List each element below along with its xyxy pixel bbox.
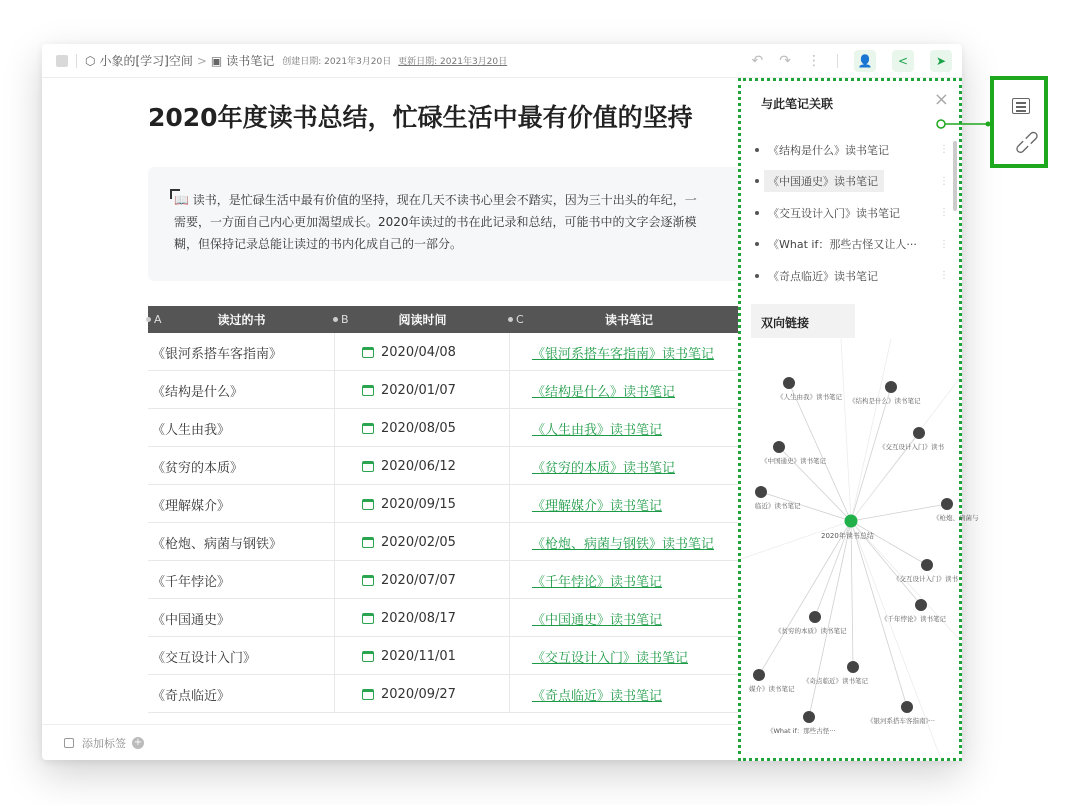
table-header <box>148 306 748 333</box>
table-row[interactable] <box>148 447 748 485</box>
undo-icon[interactable]: ↶ <box>751 53 764 69</box>
book-title: 《人生由我》 <box>152 422 231 438</box>
related-note-item[interactable] <box>751 166 951 198</box>
read-date: 2020/08/05 <box>381 420 456 436</box>
book-title: 《贫穷的本质》 <box>152 460 244 476</box>
cell-date[interactable] <box>335 409 510 447</box>
column-handle-icon[interactable] <box>146 317 151 322</box>
cell-note <box>510 485 748 523</box>
related-note-label: 《结构是什么》读书笔记 <box>768 143 889 157</box>
more-icon[interactable]: ⋮ <box>939 175 949 187</box>
cell-book[interactable] <box>148 371 335 409</box>
cell-note <box>510 637 748 675</box>
cell-note <box>510 333 748 371</box>
quote-block <box>148 167 748 281</box>
table-row[interactable] <box>148 675 748 713</box>
note-link[interactable]: 《中国通史》读书笔记 <box>532 612 663 628</box>
book-title: 《理解媒介》 <box>152 498 231 514</box>
updated-date[interactable]: 更新日期: 2021年3月20日 <box>398 57 508 67</box>
bullet-icon <box>755 242 759 246</box>
sidebar-icon-box <box>990 76 1048 168</box>
bullet-icon <box>755 274 759 278</box>
more-icon[interactable]: ⋮ <box>939 238 949 250</box>
tab-backlinks[interactable]: 双向链接 <box>751 304 855 338</box>
cube-icon: ⬡ <box>85 53 96 68</box>
graph-node-label: 媒介》读书笔记 <box>749 685 795 693</box>
column-letter: B <box>341 313 349 326</box>
add-tag-label[interactable]: 添加标签 <box>82 736 126 750</box>
note-link[interactable]: 《理解媒介》读书笔记 <box>532 498 663 514</box>
link-icon[interactable]: ⊂⊃ <box>1008 124 1046 161</box>
cell-date[interactable] <box>335 523 510 561</box>
date-info <box>282 54 507 67</box>
graph-edge <box>841 339 851 521</box>
cell-book[interactable] <box>148 523 335 561</box>
cell-date[interactable] <box>335 599 510 637</box>
book-title: 《奇点临近》 <box>152 688 231 704</box>
cell-note <box>510 523 748 561</box>
graph-node[interactable] <box>773 441 785 453</box>
more-icon[interactable]: ⋮ <box>939 207 949 219</box>
table-row[interactable] <box>148 333 748 371</box>
read-date: 2020/02/05 <box>381 534 456 550</box>
cell-book[interactable] <box>148 409 335 447</box>
top-bar <box>42 44 962 78</box>
cell-note <box>510 599 748 637</box>
sidebar-toggle-icon[interactable] <box>56 55 68 67</box>
book-title: 《结构是什么》 <box>152 384 244 400</box>
quote-corner-icon <box>170 189 180 199</box>
cell-book[interactable] <box>148 333 335 371</box>
cell-note <box>510 675 748 713</box>
read-date: 2020/04/08 <box>381 344 456 360</box>
table-row[interactable] <box>148 637 748 675</box>
graph-node[interactable] <box>913 427 925 439</box>
cell-date[interactable] <box>335 675 510 713</box>
read-date: 2020/07/07 <box>381 572 456 588</box>
graph-node-label: 临近》读书笔记 <box>755 502 801 510</box>
divider <box>76 54 77 68</box>
graph-node[interactable] <box>809 611 821 623</box>
cell-date[interactable] <box>335 333 510 371</box>
column-label: 读过的书 <box>217 313 266 327</box>
bullet-icon <box>755 148 759 152</box>
graph-node-label: 《贫穷的本质》读书笔记 <box>775 627 847 635</box>
note-link[interactable]: 《银河系搭车客指南》读书笔记 <box>532 346 715 362</box>
created-date: 创建日期: 2021年3月20日 <box>282 57 392 67</box>
read-date: 2020/06/12 <box>381 458 456 474</box>
graph-node[interactable] <box>803 711 815 723</box>
read-date: 2020/09/15 <box>381 496 456 512</box>
column-header-notes[interactable] <box>510 306 748 333</box>
more-icon[interactable]: ⋮ <box>807 53 821 69</box>
graph-edge <box>851 521 853 667</box>
toolbar-actions <box>752 44 952 78</box>
breadcrumb-separator: > <box>196 53 207 68</box>
calendar-icon <box>362 423 374 434</box>
column-handle-icon[interactable] <box>508 317 513 322</box>
graph-node-label: 《奇点临近》读书笔记 <box>803 677 868 685</box>
note-link[interactable]: 《结构是什么》读书笔记 <box>532 384 676 400</box>
add-tag-button[interactable]: + <box>133 736 143 748</box>
panel-title: 与此笔记关联 <box>761 97 834 111</box>
note-link[interactable]: 《千年悖论》读书笔记 <box>532 574 663 590</box>
table-body <box>148 333 748 713</box>
cell-book[interactable] <box>148 561 335 599</box>
calendar-icon <box>362 461 374 472</box>
graph-edge <box>741 521 851 559</box>
quote-line: 糊，但保持记录总能让读过的书内化成自己的一部分。 <box>174 237 463 251</box>
cell-book[interactable] <box>148 485 335 523</box>
graph-center-node[interactable] <box>845 515 858 528</box>
graph-node-label: 《中国通史》读书笔记 <box>761 457 826 465</box>
quote-line: 需要，一方面自己内心更加渴望成长。2020年读过的书在此记录和总结，可能书中的文字会逐渐模 <box>174 215 697 229</box>
related-note-item[interactable] <box>751 197 951 229</box>
graph-node-label: 《枪炮、病菌与 <box>933 514 979 522</box>
related-note-item[interactable] <box>751 229 951 261</box>
list-icon[interactable] <box>1012 98 1030 114</box>
read-date: 2020/09/27 <box>381 686 456 702</box>
note-link[interactable]: 《交互设计入门》读书笔记 <box>532 650 689 666</box>
column-letter: C <box>516 313 524 326</box>
column-letter: A <box>154 313 162 326</box>
connector-line <box>936 119 992 129</box>
graph-node[interactable] <box>783 377 795 389</box>
table-row[interactable] <box>148 561 748 599</box>
cell-date[interactable] <box>335 447 510 485</box>
divider <box>837 54 838 68</box>
graph-edge <box>851 387 891 521</box>
add-collaborator-icon[interactable]: 👤 <box>854 50 876 72</box>
graph-center-label: 2020年读书总结 <box>821 532 874 540</box>
column-label: 读书笔记 <box>604 313 653 327</box>
related-note-item[interactable] <box>751 260 951 292</box>
calendar-icon <box>362 651 374 662</box>
graph-node[interactable] <box>885 381 897 393</box>
column-header-books[interactable] <box>148 306 335 333</box>
cell-note <box>510 409 748 447</box>
book-title: 《交互设计入门》 <box>152 650 257 666</box>
graph-node-label: 《千年悖论》读书笔记 <box>881 615 946 623</box>
cell-note <box>510 447 748 485</box>
more-icon[interactable]: ⋮ <box>939 270 949 282</box>
column-handle-icon[interactable] <box>333 317 338 322</box>
share-icon[interactable]: < <box>892 50 914 72</box>
graph-edge <box>851 339 891 521</box>
calendar-icon <box>362 613 374 624</box>
note-link[interactable]: 《人生由我》读书笔记 <box>532 422 663 438</box>
tag-icon <box>64 738 74 748</box>
table-row[interactable] <box>148 409 748 447</box>
table-row[interactable] <box>148 371 748 409</box>
breadcrumb-space[interactable]: 小象的[学习]空间 <box>99 54 193 68</box>
cell-note <box>510 371 748 409</box>
read-date: 2020/01/07 <box>381 382 456 398</box>
table-row[interactable] <box>148 485 748 523</box>
graph-node-label: 《银河系搭车客指南》··· <box>867 717 935 725</box>
graph-node[interactable] <box>753 669 765 681</box>
more-icon[interactable]: ⋮ <box>939 144 949 156</box>
related-notes-panel <box>738 78 979 761</box>
related-note-item[interactable] <box>751 134 951 166</box>
bullet-icon <box>755 179 759 183</box>
read-date: 2020/08/17 <box>381 610 456 626</box>
graph-node[interactable] <box>915 599 927 611</box>
column-label: 阅读时间 <box>398 313 447 327</box>
books-table <box>148 306 748 716</box>
cell-book[interactable] <box>148 637 335 675</box>
calendar-icon <box>362 537 374 548</box>
page-title: 2020年度读书总结，忙碌生活中最有价值的坚持 <box>148 103 693 132</box>
note-link[interactable]: 《贫穷的本质》读书笔记 <box>532 460 676 476</box>
backlink-graph[interactable] <box>741 339 979 759</box>
cell-book[interactable] <box>148 599 335 637</box>
graph-node-label: 《交互设计入门》读书 <box>879 443 944 451</box>
quote-line: 📖 读书，是忙碌生活中最有价值的坚持，现在几天不读书心里会不踏实，因为三十出头的年纪，一 <box>174 193 697 207</box>
graph-node[interactable] <box>847 661 859 673</box>
column-header-date[interactable] <box>335 306 510 333</box>
cell-note <box>510 561 748 599</box>
graph-node-label: 《人生由我》读书笔记 <box>777 393 842 401</box>
graph-node[interactable] <box>921 559 933 571</box>
graph-node[interactable] <box>941 498 953 510</box>
calendar-icon <box>362 385 374 396</box>
close-icon[interactable]: × <box>933 89 949 110</box>
scrollbar[interactable] <box>953 141 957 211</box>
graph-node-label: 《结构是什么》读书笔记 <box>849 397 921 405</box>
book-title: 《枪炮、病菌与钢铁》 <box>152 536 283 552</box>
read-date: 2020/11/01 <box>381 648 456 664</box>
cell-date[interactable] <box>335 371 510 409</box>
book-title: 《千年悖论》 <box>152 574 231 590</box>
related-note-label: 《奇点临近》读书笔记 <box>768 269 878 283</box>
publish-icon[interactable]: ➤ <box>930 50 952 72</box>
graph-edge <box>759 521 851 675</box>
cell-date[interactable] <box>335 561 510 599</box>
related-list <box>751 134 951 292</box>
calendar-icon <box>362 347 374 358</box>
document-icon: ▣ <box>210 53 223 68</box>
related-note-label: 《中国通史》读书笔记 <box>764 170 884 192</box>
related-note-label: 《交互设计入门》读书笔记 <box>768 206 900 220</box>
cell-book[interactable] <box>148 447 335 485</box>
book-title: 《银河系搭车客指南》 <box>152 346 283 362</box>
breadcrumb-doc[interactable]: 读书笔记 <box>226 54 275 68</box>
graph-node-label: 《交互设计入门》读书 <box>893 575 958 583</box>
table-row[interactable] <box>148 523 748 561</box>
cell-date[interactable] <box>335 485 510 523</box>
tag-bar <box>42 724 742 760</box>
related-note-label: 《What if：那些古怪又让人··· <box>768 238 917 252</box>
calendar-icon <box>362 575 374 586</box>
book-title: 《中国通史》 <box>152 612 231 628</box>
bullet-icon <box>755 211 759 215</box>
graph-node[interactable] <box>901 701 913 713</box>
calendar-icon <box>362 499 374 510</box>
cell-date[interactable] <box>335 637 510 675</box>
graph-node[interactable] <box>755 486 767 498</box>
cell-book[interactable] <box>148 675 335 713</box>
calendar-icon <box>362 689 374 700</box>
table-row[interactable] <box>148 599 748 637</box>
graph-edge <box>789 383 851 521</box>
note-link[interactable]: 《枪炮、病菌与钢铁》读书笔记 <box>532 536 715 552</box>
graph-node-label: 《What if：那些古怪··· <box>767 727 836 735</box>
note-link[interactable]: 《奇点临近》读书笔记 <box>532 688 663 704</box>
redo-icon[interactable]: ↷ <box>779 53 791 69</box>
